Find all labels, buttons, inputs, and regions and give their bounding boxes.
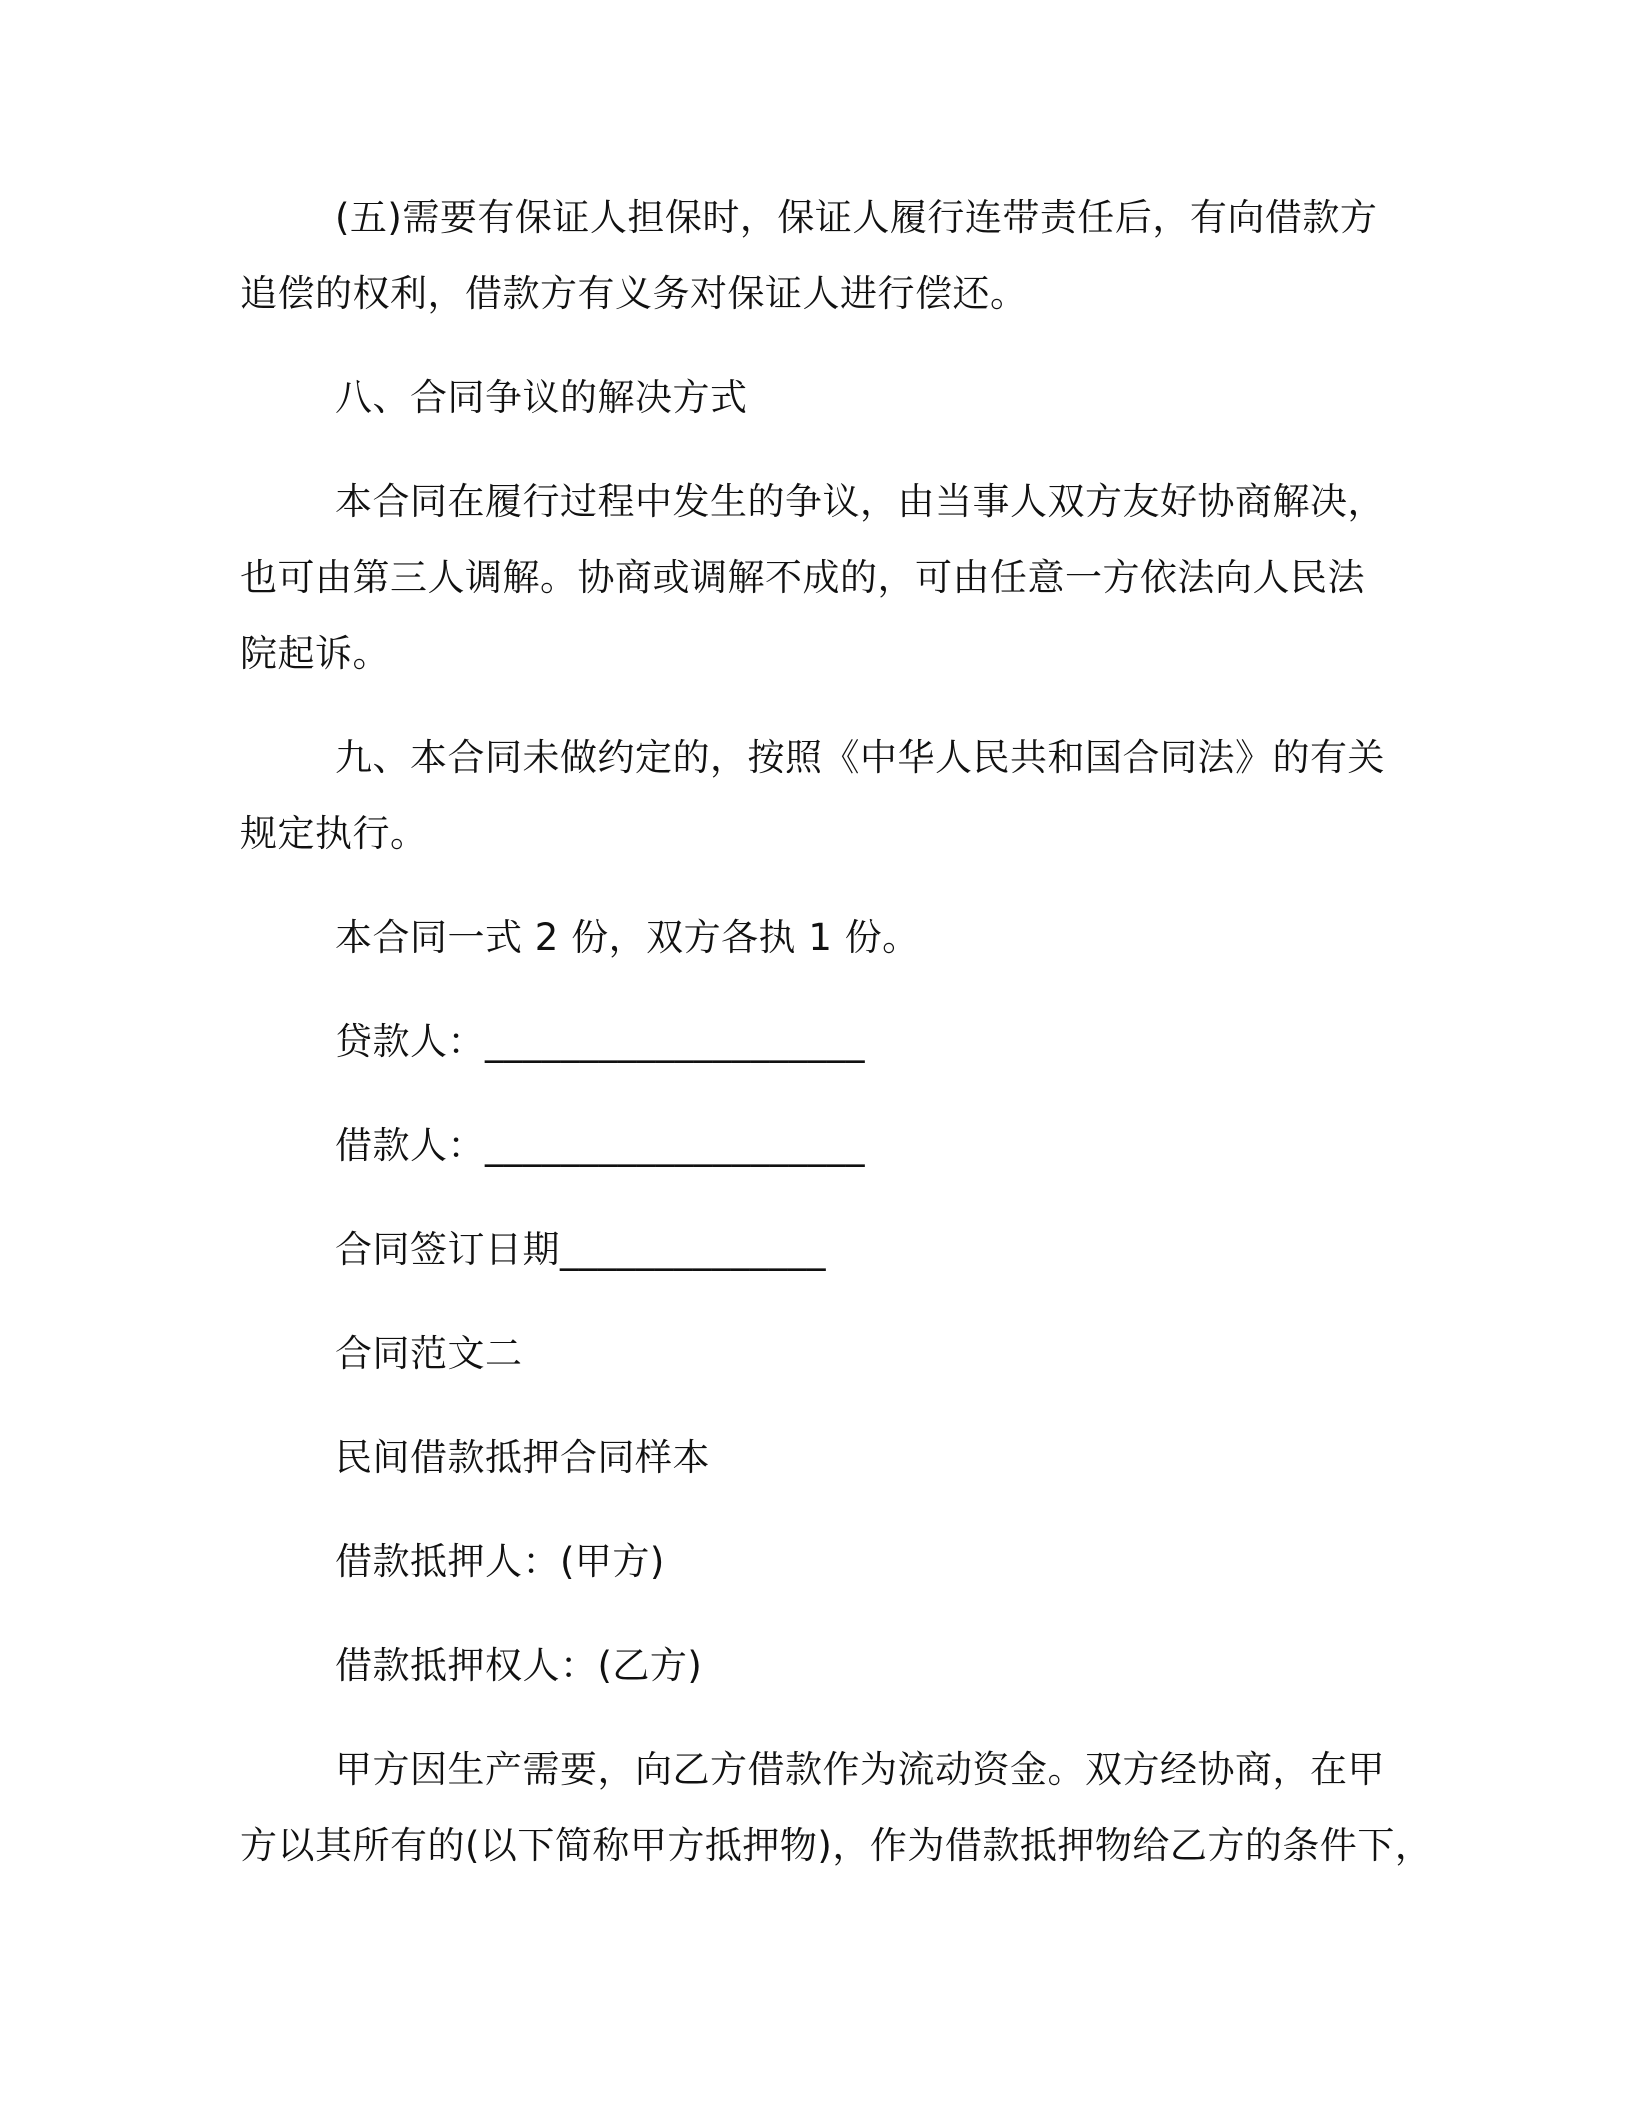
clause-5-line-1: (五)需要有保证人担保时，保证人履行连带责任后，有向借款方	[335, 196, 1378, 239]
copies-statement: 本合同一式 2 份，双方各执 1 份。	[335, 916, 920, 959]
clause-5-line-2: 追偿的权利，借款方有义务对保证人进行偿还。	[240, 272, 1028, 315]
section-9-line-2: 规定执行。	[240, 812, 428, 855]
borrower-signature-line: 借款人：____________________	[335, 1124, 865, 1167]
party-a-line: 借款抵押人：(甲方)	[335, 1540, 665, 1583]
section-9-line-1: 九、本合同未做约定的，按照《中华人民共和国合同法》的有关	[335, 736, 1385, 779]
dispute-para-line-3: 院起诉。	[240, 632, 390, 675]
loan-para-line-2: 方以其所有的(以下简称甲方抵押物)，作为借款抵押物给乙方的条件下，	[240, 1824, 1433, 1867]
sample-two-heading: 合同范文二	[335, 1332, 523, 1375]
party-b-line: 借款抵押权人：(乙方)	[335, 1644, 703, 1687]
lender-signature-line: 贷款人：____________________	[335, 1020, 865, 1063]
dispute-para-line-1: 本合同在履行过程中发生的争议，由当事人双方友好协商解决，	[335, 480, 1385, 523]
dispute-para-line-2: 也可由第三人调解。协商或调解不成的，可由任意一方依法向人民法	[240, 556, 1365, 599]
loan-para-line-1: 甲方因生产需要，向乙方借款作为流动资金。双方经协商，在甲	[335, 1748, 1385, 1791]
section-8-heading: 八、合同争议的解决方式	[335, 376, 748, 419]
contract-title: 民间借款抵押合同样本	[335, 1436, 710, 1479]
signing-date-line: 合同签订日期______________	[335, 1228, 826, 1271]
